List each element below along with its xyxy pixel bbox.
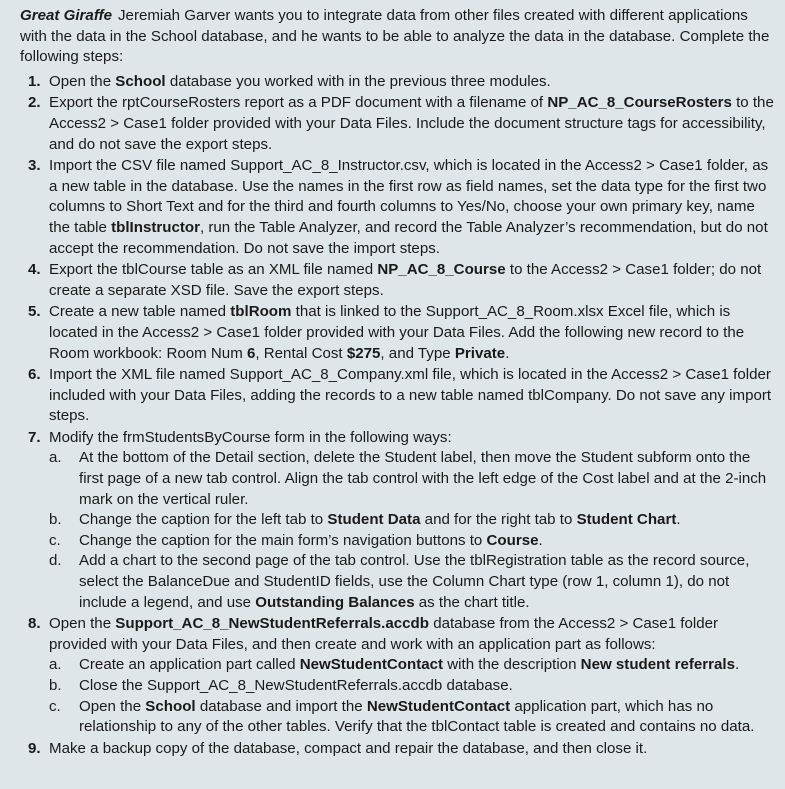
steps-list: [20, 72, 775, 760]
bold-term: Private: [454, 344, 506, 362]
substeps-list: [49, 448, 775, 613]
text-run: Open the: [49, 615, 116, 633]
bold-term: Outstanding Balances: [255, 593, 415, 611]
text-run: Import the CSV file named Support_AC_8_Instructor.csv, which is located in the Access2 > Case1 folder, as a new table in the database. Use the names in the first row as field names, set the data type for the first two columns to Short Text and for the third and fourth columns to Yes/No, choose your own primary key, name the table: [49, 157, 769, 236]
bold-term: New student referrals: [580, 656, 736, 674]
substeps-list: [49, 655, 775, 737]
bold-term: Support_AC_8_NewStudentReferrals.accdb: [115, 615, 429, 633]
substep-item: [49, 655, 775, 676]
text-run: Change the caption for the main form’s navigation buttons to: [79, 531, 487, 549]
step-number: 1.: [28, 72, 41, 90]
text-run: , Rental Cost: [255, 344, 347, 362]
step-text: [49, 156, 775, 259]
step-item: [20, 614, 775, 738]
substep-text: [79, 697, 775, 738]
case-intro: [20, 6, 775, 68]
step-number: 7.: [28, 428, 41, 446]
bold-term: Student Chart: [576, 511, 677, 529]
step-text: [49, 739, 775, 760]
text-run: to the Access2 > Case1 folder provided with your Data Files. Include the document structure tags for accessibility, and do not save the export steps.: [49, 94, 774, 153]
text-run: Create an application part called: [79, 656, 300, 674]
substep-item: [49, 510, 775, 531]
text-run: .: [538, 531, 543, 549]
step-text: [49, 72, 775, 93]
step-item: [20, 156, 775, 259]
text-run: Open the: [49, 72, 116, 90]
substep-text: [79, 448, 775, 510]
step-number: 8.: [28, 615, 41, 633]
text-run: At the bottom of the Detail section, delete the Student label, then move the Student subform onto the first page of a new tab control. Align the tab control with the left edge of the Cost label and at the 2-inch mark on the vertical ruler.: [79, 449, 767, 508]
text-run: .: [676, 511, 681, 529]
text-run: Open the: [79, 697, 146, 715]
step-text: [49, 93, 775, 155]
step-item: [20, 260, 775, 301]
text-run: Change the caption for the left tab to: [79, 511, 328, 529]
bold-term: tblRoom: [230, 303, 292, 321]
step-number: 4.: [28, 261, 41, 279]
substep-letter: a.: [49, 449, 62, 467]
substep-text: [79, 551, 775, 613]
substep-letter: a.: [49, 656, 62, 674]
substep-text: [79, 510, 775, 531]
substep-item: [49, 551, 775, 613]
text-run: .: [505, 344, 510, 362]
substep-item: [49, 676, 775, 697]
step-text: [49, 260, 775, 301]
bold-term: 6: [246, 344, 256, 362]
bold-term: tblInstructor: [111, 218, 200, 236]
bold-term: $275: [346, 344, 381, 362]
text-run: Modify the frmStudentsByCourse form in the following ways:: [49, 428, 452, 446]
substep-text: [79, 676, 775, 697]
step-number: 9.: [28, 739, 41, 757]
text-run: Add a chart to the second page of the tab control. Use the tblRegistration table as the record source, select the BalanceDue and StudentID fields, use the Column Chart type (row 1, column 1), do not include a legend, and use: [79, 552, 750, 611]
bold-term: NewStudentContact: [299, 656, 444, 674]
text-run: that is linked to the Support_AC_8_Room.xlsx Excel file, which is located in the Access2 > Case1 folder provided with your Data Files. Add the following new record to the Room workbook: Room Num: [49, 303, 745, 362]
bold-term: NP_AC_8_CourseRosters: [547, 94, 732, 112]
case-title: Great Giraffe: [20, 7, 112, 24]
substep-item: [49, 697, 775, 738]
bold-term: Course: [486, 531, 539, 549]
text-run: Create a new table named: [49, 303, 231, 321]
text-run: to the Access2 > Case1 folder; do not create a separate XSD file. Save the export steps.: [49, 261, 762, 299]
bold-term: School: [145, 697, 196, 715]
step-item: [20, 72, 775, 93]
step-item: [20, 302, 775, 364]
case-description: Jeremiah Garver wants you to integrate data from other files created with different applications with the data in the School database, and he wants to be able to analyze the data in the database. Complete the following steps:: [20, 7, 770, 66]
substep-item: [49, 448, 775, 510]
text-run: , run the Table Analyzer, and record the Table Analyzer’s recommendation, but do not accept the recommendation. Do not save the import steps.: [49, 218, 768, 257]
substep-text: [79, 531, 775, 552]
step-text: [49, 302, 775, 364]
bold-term: NewStudentContact: [366, 697, 511, 715]
text-run: application part, which has no relationship to any of the other tables. Verify that the tblContact table is created and contains no data.: [79, 697, 755, 736]
text-run: Export the tblCourse table as an XML file named: [49, 261, 378, 279]
step-number: 6.: [28, 366, 41, 384]
step-item: [20, 428, 775, 613]
step-text: [49, 614, 775, 655]
substep-letter: c.: [49, 697, 61, 715]
step-text: [49, 428, 775, 449]
text-run: database from the Access2 > Case1 folder provided with your Data Files, and then create and work with an application part as follows:: [49, 615, 719, 653]
text-run: , and Type: [380, 344, 455, 362]
step-item: [20, 93, 775, 155]
text-run: Export the rptCourseRosters report as a PDF document with a filename of: [49, 94, 548, 112]
step-item: [20, 739, 775, 760]
bold-term: School: [115, 72, 166, 90]
text-run: Make a backup copy of the database, compact and repair the database, and then close it.: [49, 739, 648, 757]
substep-letter: c.: [49, 531, 61, 549]
substep-item: [49, 531, 775, 552]
substep-letter: b.: [49, 677, 62, 694]
text-run: with the description: [443, 656, 581, 674]
text-run: as the chart title.: [414, 593, 530, 611]
step-text: [49, 365, 775, 427]
text-run: Import the XML file named Support_AC_8_Company.xml file, which is located in the Access2 > Case1 folder included with your Data Files, adding the records to a new table named tblCompany. Do not save any import steps.: [49, 366, 772, 425]
substep-letter: b.: [49, 511, 62, 529]
text-run: Close the Support_AC_8_NewStudentReferrals.accdb database.: [79, 677, 513, 694]
substep-text: [79, 655, 775, 676]
text-run: .: [735, 656, 740, 674]
bold-term: NP_AC_8_Course: [377, 261, 506, 279]
step-number: 3.: [28, 157, 41, 175]
substep-letter: d.: [49, 552, 62, 570]
step-number: 5.: [28, 303, 41, 321]
text-run: database and import the: [195, 697, 367, 715]
step-item: [20, 365, 775, 427]
text-run: database you worked with in the previous three modules.: [165, 72, 551, 90]
bold-term: Student Data: [327, 511, 421, 529]
step-number: 2.: [28, 94, 41, 112]
text-run: and for the right tab to: [420, 511, 577, 529]
